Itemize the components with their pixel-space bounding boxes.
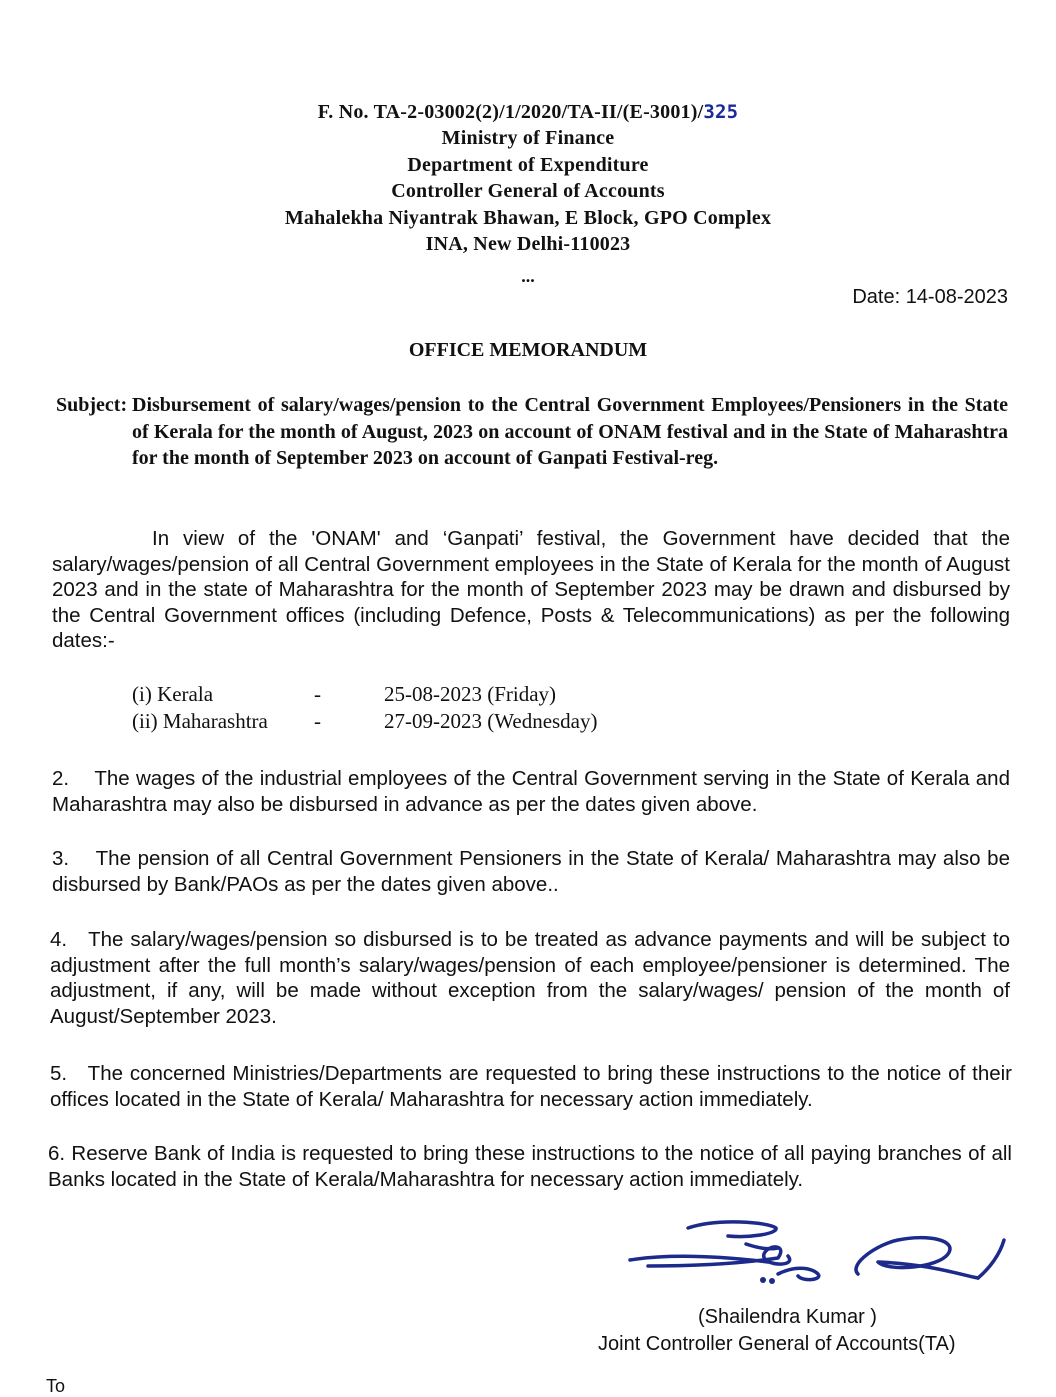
paragraph-4: [50, 927, 1010, 1029]
file-number: [0, 101, 1056, 124]
paragraph-3: [52, 846, 1010, 897]
subject-label: Subject:: [56, 394, 128, 416]
date-row-dash: -: [314, 682, 321, 706]
paragraph-number: 2.: [52, 767, 70, 790]
header-separator: ...: [521, 266, 535, 286]
paragraph-text: The pension of all Central Government Pensioners in the State of Kerala/ Maharashtra may also be disbursed by Bank/PAOs as per the dates given above..: [52, 847, 1010, 896]
memo-date: Date: 14-08-2023: [852, 286, 1008, 308]
paragraph-6: [48, 1141, 1012, 1192]
handwritten-signature: [628, 1214, 1018, 1294]
date-row-state: (i) Kerala: [132, 682, 214, 706]
signatory-name: (Shailendra Kumar ): [698, 1306, 877, 1328]
paragraph-number: 4.: [50, 928, 68, 951]
department-name: Department of Expenditure: [407, 154, 649, 176]
subject-block: [56, 392, 1008, 472]
office-name: Controller General of Accounts: [391, 180, 665, 202]
paragraph-number: 5.: [50, 1062, 68, 1085]
to-label: To: [46, 1376, 66, 1396]
date-row-date: 27-09-2023 (Wednesday): [384, 709, 598, 733]
address-line-1: Mahalekha Niyantrak Bhawan, E Block, GPO Complex: [284, 207, 772, 229]
paragraph-2: [52, 766, 1010, 817]
intro-paragraph: In view of the 'ONAM' and ‘Ganpati’ festival, the Government have decided that the salary/wages/pension of all Central Government employees in the State of Kerala for the month of August 2023 and in the state of Maharashtra for the month of September 2023 may be drawn and disbursed by the Central Government offices (including Defence, Posts & Telecommunications) as per the following dates:-: [52, 527, 1010, 652]
paragraph-text: The concerned Ministries/Departments are requested to bring these instructions to the notice of their offices located in the State of Kerala/ Maharashtra for necessary action immediately.: [50, 1062, 1012, 1111]
file-number-handwritten: 325: [703, 101, 739, 123]
date-row-dash: -: [314, 709, 321, 733]
memo-title: OFFICE MEMORANDUM: [408, 339, 648, 361]
paragraph-number: 6.: [48, 1142, 66, 1165]
subject-text: Disbursement of salary/wages/pension to the Central Government Employees/Pensioners in the State of Kerala for the month of August, 2023 on account of ONAM festival and in the State of Maharashtra for the month of September 2023 on account of Ganpati Festival-reg.: [132, 394, 1008, 469]
paragraph-text: The wages of the industrial employees of the Central Government serving in the State of Kerala and Maharashtra may also be disbursed in advance as per the dates given above.: [52, 767, 1010, 816]
paragraph-text: Reserve Bank of India is requested to bring these instructions to the notice of all paying branches of all Banks located in the State of Kerala/Maharashtra for necessary action immediately.: [48, 1142, 1012, 1191]
date-row-date: 25-08-2023 (Friday): [384, 682, 557, 706]
paragraph-5: [50, 1061, 1012, 1112]
paragraph-number: 3.: [52, 847, 70, 870]
file-number-prefix: F. No. TA-2-03002(2)/1/2020/TA-II/(E-3001)/: [317, 101, 704, 123]
signatory-designation: Joint Controller General of Accounts(TA): [598, 1333, 956, 1355]
ministry-name: Ministry of Finance: [441, 127, 615, 149]
address-line-2: INA, New Delhi-110023: [425, 233, 631, 255]
paragraph-text: The salary/wages/pension so disbursed is to be treated as advance payments and will be subject to adjustment after the full month’s salary/wages/pension of each employee/pensioner is determined. The adjustment, if any, will be made without exception from the salary/wages/ pension of the month of August/September 2023.: [50, 928, 1010, 1028]
date-row-state: (ii) Maharashtra: [132, 709, 268, 733]
